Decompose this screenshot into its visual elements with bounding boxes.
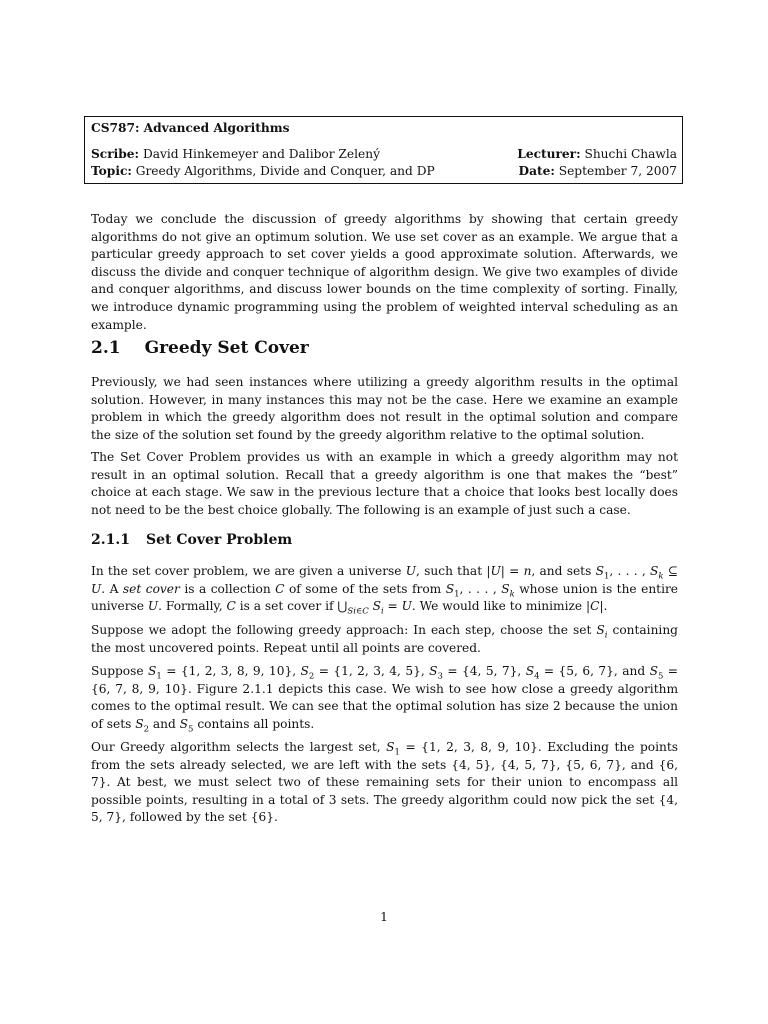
subscript: 5 [188, 724, 194, 735]
text-run: = {6, 7, 8, 9, 10}. [91, 664, 678, 696]
math-U: U [405, 564, 417, 578]
subscript: i [604, 630, 608, 641]
text-run: . A [101, 581, 123, 596]
lecturer-value: Shuchi Chawla [584, 147, 677, 161]
math-C: C [226, 599, 236, 614]
text-run: Figure 2.1.1 depicts this case. We wish to see how close a greedy algorithm comes to the optimal result. We can see that the optimal solution has size 2 because the union of sets [91, 681, 679, 731]
text-run: = {5, 6, 7}, and [539, 664, 650, 678]
scribe-label: Scribe: [91, 147, 140, 161]
subscript: 2 [308, 671, 315, 682]
text-run: containing the most uncovered points. Repeat until all points are covered. [91, 623, 678, 655]
subscript: k [658, 571, 664, 582]
course-title: CS787: Advanced Algorithms [91, 121, 290, 135]
math-S: S [429, 664, 438, 678]
text-run: Our Greedy algorithm selects the largest set, [91, 740, 387, 754]
text-run: = {1, 2, 3, 4, 5}, [314, 664, 430, 678]
date-value: September 7, 2007 [558, 164, 677, 178]
subsection-heading [91, 532, 292, 548]
text-run: . Formally, [158, 599, 227, 614]
math-i: i [353, 606, 356, 617]
math-S: S [596, 623, 605, 637]
text-run: is a collection [179, 581, 276, 596]
section-title: Greedy Set Cover [144, 338, 309, 358]
math-C: C [275, 581, 285, 596]
text-run: Suppose we adopt the following greedy approach: In each step, choose the set [91, 623, 597, 637]
math-S: S [179, 716, 189, 731]
math-S: S [650, 564, 659, 578]
subsection-number: 2.1.1 [91, 532, 130, 548]
subscript: 5 [657, 671, 664, 682]
date-label: Date: [518, 164, 555, 178]
text-run: ⊆ [663, 564, 678, 578]
set-cover-definition-paragraph [91, 563, 678, 616]
topic-label: Topic: [91, 164, 132, 178]
subscript: k [509, 589, 515, 600]
math-S: S [372, 599, 381, 614]
text-run: | = [500, 564, 524, 578]
text-run: Suppose [91, 664, 149, 678]
math-S: S [525, 664, 535, 678]
abstract-paragraph: Today we conclude the discussion of greedy algorithms by showing that certain greedy algorithms do not give an optimum solution. We use set cover as an example. We argue that a particular greedy approach to set cover yields a good approximate solution. Afterwards, we discuss the divide and conquer technique of algorithm design. We give two examples of divide and conquer algorithms, and discuss lower bounds on the time complexity of sorting. Finally, we introduce dynamic programming using the problem of weighted interval scheduling as an example. [91, 212, 678, 332]
math-in-C: ∈C [355, 606, 369, 617]
math-U: U [147, 599, 159, 614]
math-C: C [590, 599, 600, 614]
text-run: , . . . , [459, 581, 502, 596]
math-S: S [649, 664, 658, 678]
text-run: , such that | [416, 564, 491, 578]
math-S: S [595, 564, 604, 578]
topic-line [91, 163, 435, 180]
subscript: 1 [156, 671, 162, 682]
subscript: i [380, 606, 384, 617]
lecturer-line [517, 146, 677, 163]
math-S: S [135, 716, 144, 731]
section-paragraph-1: Previously, we had seen instances where utilizing a greedy algorithm results in the optimal solution. However, in many instances this may not be the case. Here we examine an example problem in which the greedy algorithm does not result in the optimal solution and compare the size of the solution set found by the greedy algorithm relative to the optimal solution. [91, 375, 678, 442]
math-S: S [386, 740, 395, 754]
text-run: = {1, 2, 3, 8, 9, 10}, [161, 664, 301, 678]
date-line [519, 163, 678, 180]
topic-value: Greedy Algorithms, Divide and Conquer, and DP [135, 164, 435, 178]
text-run: contains all points. [193, 716, 315, 731]
lecture-header-box [84, 116, 683, 184]
math-U: U [401, 599, 412, 614]
text-run: |. [599, 599, 608, 614]
header-row-1 [91, 146, 677, 163]
math-U: U [490, 564, 501, 578]
page-number: 1 [380, 910, 388, 924]
example-sets-paragraph [91, 663, 678, 733]
scribe-line [91, 146, 380, 163]
section-number: 2.1 [91, 338, 121, 358]
subscript: 3 [437, 671, 443, 682]
text-run: is a set cover if ⋃ [235, 599, 348, 614]
text-run: In the set cover problem, we are given a universe [91, 564, 406, 578]
subscript: 1 [603, 571, 610, 582]
text-run: = {1, 2, 3, 8, 9, 10}. Excluding the points from the sets already selected, we are left with the sets {4, 5}, {4, 5, 7}, {5, 6, 7}, and {6, 7}. At best, we must select two of these remaining sets for their union to encompass all possible points, resulting in a total of 3 sets. The greedy algorithm could now pick the set {4, 5, 7}, followed by the set {6}. [91, 740, 678, 825]
lecturer-label: Lecturer: [517, 147, 581, 161]
subscript: 1 [454, 589, 460, 600]
subsection-title: Set Cover Problem [145, 532, 293, 548]
math-n: n [523, 564, 532, 578]
math-S: S [347, 606, 354, 617]
text-run: and [149, 716, 180, 731]
math-S: S [501, 581, 510, 596]
text-run: . We would like to minimize | [411, 599, 591, 614]
header-row-2 [91, 163, 677, 180]
text-run: , and sets [531, 564, 596, 578]
section-paragraph-2: The Set Cover Problem provides us with an example in which a greedy algorithm may not result in an optimal solution. Recall that a greedy algorithm is one that makes the “best” choice at each stage. We saw in the previous lecture that a choice that looks best locally does not need to be the best choice globally. The following is an example of just such a case. [91, 450, 678, 517]
text-run: whose union is the entire universe [91, 581, 679, 614]
text-run: = {4, 5, 7}, [442, 664, 526, 678]
text-run: of some of the sets from [284, 581, 446, 596]
text-run: , . . . , [609, 564, 650, 578]
union-subscript [347, 607, 368, 617]
math-S: S [445, 581, 455, 596]
scribe-value: David Hinkemeyer and Dalibor Zelený [142, 147, 380, 161]
math-U: U [91, 581, 102, 596]
text-run: = [383, 599, 402, 614]
subscript: 2 [143, 724, 149, 735]
math-S: S [148, 664, 157, 678]
greedy-approach-paragraph [91, 622, 678, 657]
term-set-cover: set cover [122, 581, 180, 596]
greedy-result-paragraph [91, 739, 678, 827]
math-S: S [300, 664, 309, 678]
subscript: 4 [534, 671, 540, 682]
section-heading [91, 338, 309, 358]
subscript: 1 [394, 747, 400, 758]
